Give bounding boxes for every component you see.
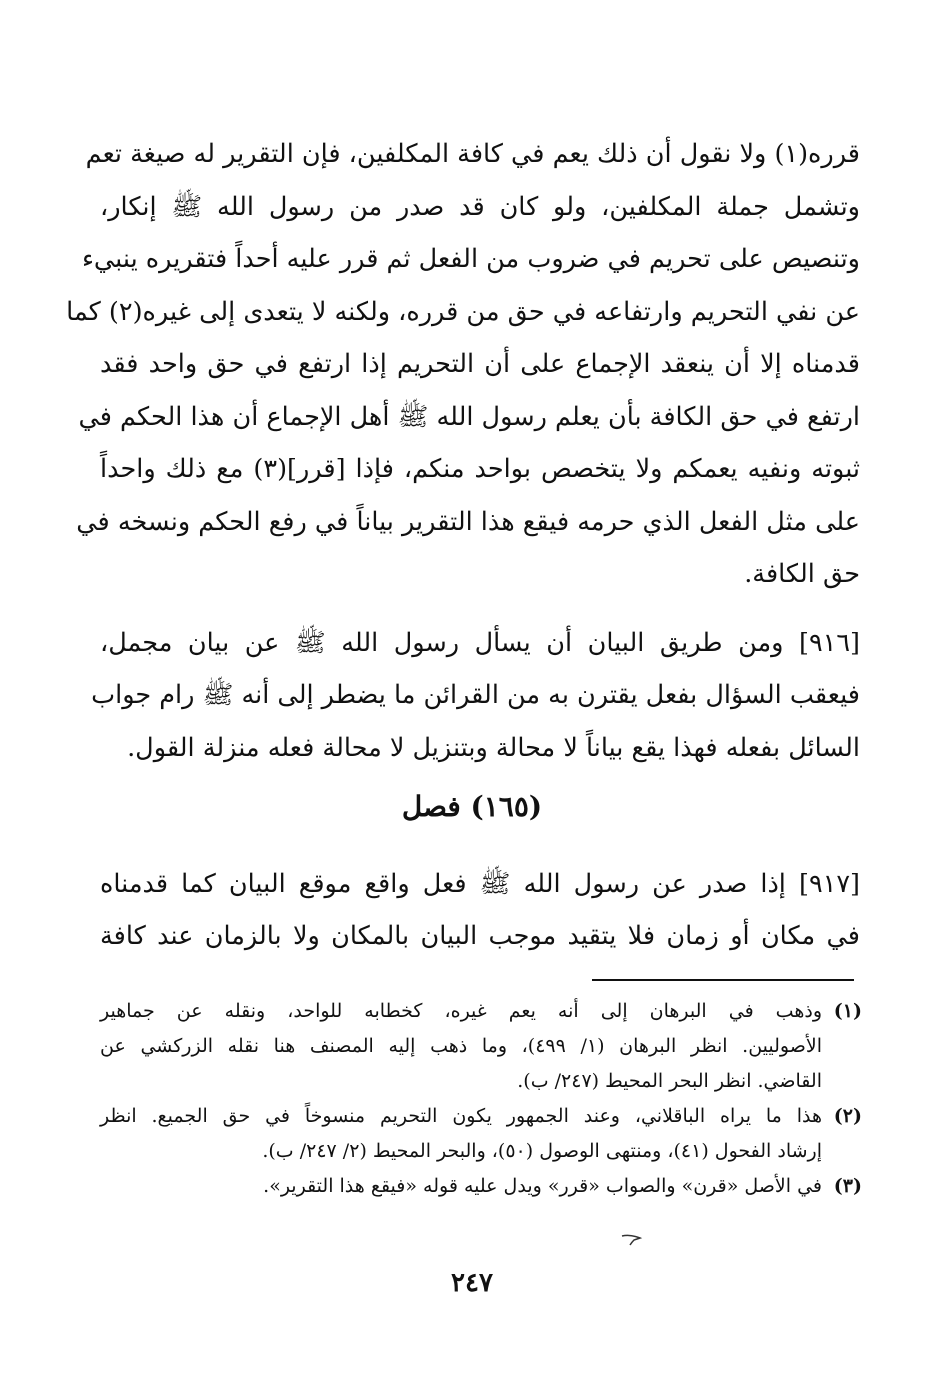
text-line: في مكان أو زمان فلا يتقيد موجب البيان بالمكان ولا بالزمان عند كافة (100, 921, 860, 951)
footnote-number: (١) (833, 1000, 862, 1022)
footnote-line: إرشاد الفحول (٤١)، ومنتهى الوصول (٥٠)، والبحر المحيط (٢/ ٢٤٧/ ب). (262, 1140, 822, 1162)
footnotes (100, 994, 862, 1204)
footnote-number: (٢) (833, 1105, 862, 1127)
footnote-separator (592, 979, 854, 981)
pen-mark-icon (620, 1232, 644, 1246)
text-line: فيعقب السؤال بفعل يقترن به من القرائن ما يضطر إلى أنه ﷺ رام جواب (91, 680, 860, 710)
text-line: ثبوته ونفيه يعمكم ولا يتخصص بواحد منكم، فإذا [قرر](٣) مع ذلك واحداً (100, 454, 861, 484)
main-text (66, 128, 861, 774)
paragraph (66, 128, 861, 601)
footnote-number: (٣) (833, 1175, 862, 1197)
footnote (100, 1099, 862, 1169)
footnote-line: في الأصل «قرن» والصواب «قرر» ويدل عليه قوله «فيقع هذا التقرير». (263, 1175, 822, 1197)
text-line: وتنصيص على تحريم في ضروب من الفعل ثم قرر عليه أحداً فتقريره ينبيء (81, 244, 860, 274)
text-line: قدمناه إلا أن ينعقد الإجماع على أن التحريم إذا ارتفع في حق واحد فقد (100, 349, 860, 379)
text-line: [٩١٦] ومن طريق البيان أن يسأل رسول الله ﷺ عن بيان مجمل، (100, 627, 860, 658)
footnote (100, 1169, 862, 1204)
text-line: قرره(١) ولا نقول أن ذلك يعم في كافة المكلفين، فإن التقرير له صيغة تعم (85, 139, 860, 169)
footnote-line: الأصوليين. انظر البرهان (١/ ٤٩٩)، وما ذهب إليه المصنف هنا نقله الزركشي عن (100, 1035, 822, 1057)
text-line: حق الكافة. (744, 559, 860, 589)
footnote-body (100, 994, 822, 1099)
section-body (100, 858, 860, 962)
text-line: عن نفي التحريم وارتفاعه في حق من قرره، ولكنه لا يتعدى إلى غيره(٢) كما (66, 296, 860, 327)
paragraph (91, 617, 860, 775)
section-heading: (١٦٥) فصل (401, 790, 543, 823)
footnote (100, 994, 862, 1099)
text-line: السائل بفعله فهذا يقع بياناً لا محالة وبتنزيل لا محالة فعله منزلة القول. (127, 732, 860, 763)
footnote-line: وذهب في البرهان إلى أنه يعم غيره، كخطابه للواحد، ونقله عن جماهير (100, 1000, 822, 1022)
text-line: [٩١٧] إذا صدر عن رسول الله ﷺ فعل واقع موقع البيان كما قدمناه (100, 869, 860, 899)
footnote-body (100, 1169, 822, 1204)
footnote-body (100, 1099, 822, 1169)
footnote-line: القاضي. انظر البحر المحيط (٢٤٧/ ب). (517, 1070, 822, 1092)
text-line: على مثل الفعل الذي حرمه فيقع هذا التقرير بياناً في رفع الحكم ونسخه في (76, 506, 860, 537)
page-number: ٢٤٧ (451, 1268, 493, 1298)
footnote-line: هذا ما يراه الباقلاني، وعند الجمهور يكون التحريم منسوخاً في حق الجميع. انظر (100, 1105, 822, 1127)
text-line: وتشمل جملة المكلفين، ولو كان قد صدر من رسول الله ﷺ إنكار، (100, 191, 860, 222)
text-line: ارتفع في حق الكافة بأن يعلم رسول الله ﷺ أهل الإجماع أن هذا الحكم في (78, 401, 860, 432)
